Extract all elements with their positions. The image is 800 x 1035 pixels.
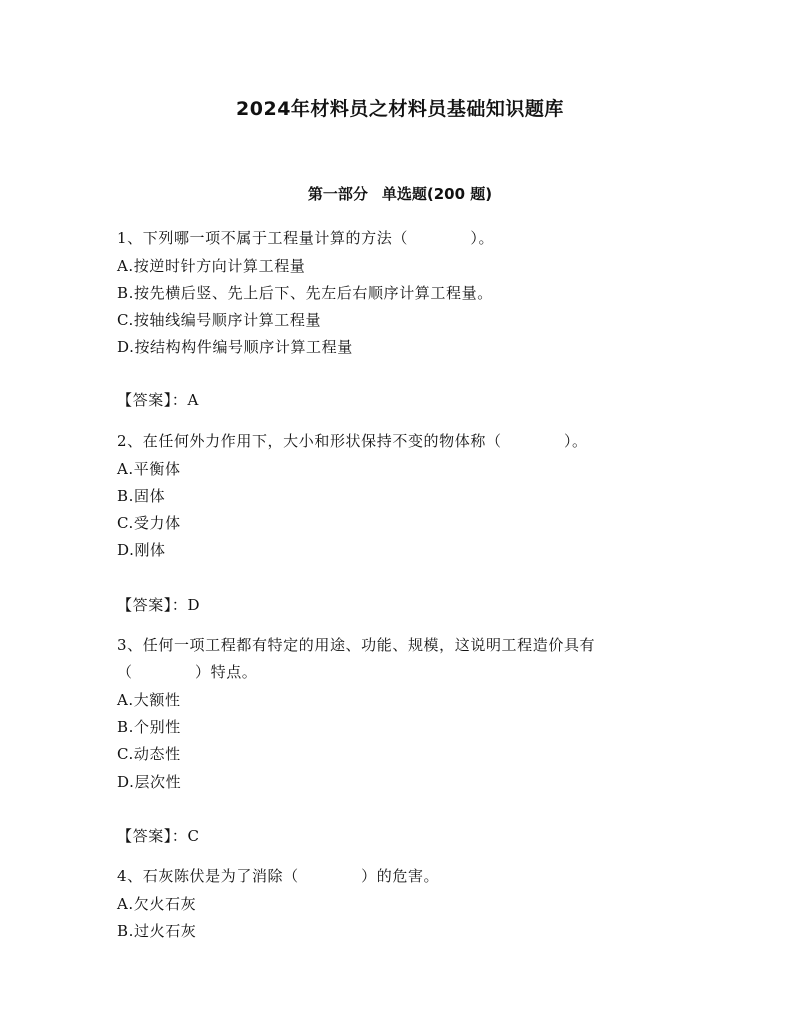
question-4-option-a: A.欠火石灰: [117, 895, 197, 913]
question-2-option-d: D.刚体: [117, 541, 166, 559]
section-part: 第一部分: [307, 185, 368, 203]
question-1-option-b: B.按先横后竖、先上后下、先左后右顺序计算工程量。: [117, 284, 493, 302]
question-1-stem: 1、下列哪一项不属于工程量计算的方法（ ）。: [117, 229, 495, 247]
section-heading: [0, 183, 800, 204]
question-3-option-c: C.动态性: [117, 745, 181, 763]
question-2-option-a: A.平衡体: [117, 460, 181, 478]
question-1-option-c: C.按轴线编号顺序计算工程量: [117, 311, 322, 329]
question-1-option-a: A.按逆时针方向计算工程量: [117, 257, 306, 275]
question-3-option-d: D.层次性: [117, 773, 182, 791]
document-title: 2024年材料员之材料员基础知识题库: [236, 98, 564, 120]
question-1-answer: 【答案】：A: [117, 391, 199, 409]
question-2-answer: 【答案】：D: [117, 596, 201, 614]
question-1-option-d: D.按结构构件编号顺序计算工程量: [117, 338, 353, 356]
question-3-stem-line-1: 3、任何一项工程都有特定的用途、功能、规模，这说明工程造价具有: [117, 636, 596, 654]
question-4-stem: 4、石灰陈伏是为了消除（ ）的危害。: [117, 867, 440, 885]
question-2-option-b: B.固体: [117, 487, 166, 505]
question-4-option-b: B.过火石灰: [117, 922, 197, 940]
question-3-stem-line-2: （ ）特点。: [117, 663, 258, 681]
question-3-answer: 【答案】：C: [117, 827, 200, 845]
question-2-stem: 2、在任何外力作用下，大小和形状保持不变的物体称（ ）。: [117, 432, 588, 450]
question-3-option-a: A.大额性: [117, 691, 181, 709]
section-name: 单选题(200 题): [381, 185, 493, 203]
question-3-option-b: B.个别性: [117, 718, 181, 736]
question-2-option-c: C.受力体: [117, 514, 181, 532]
